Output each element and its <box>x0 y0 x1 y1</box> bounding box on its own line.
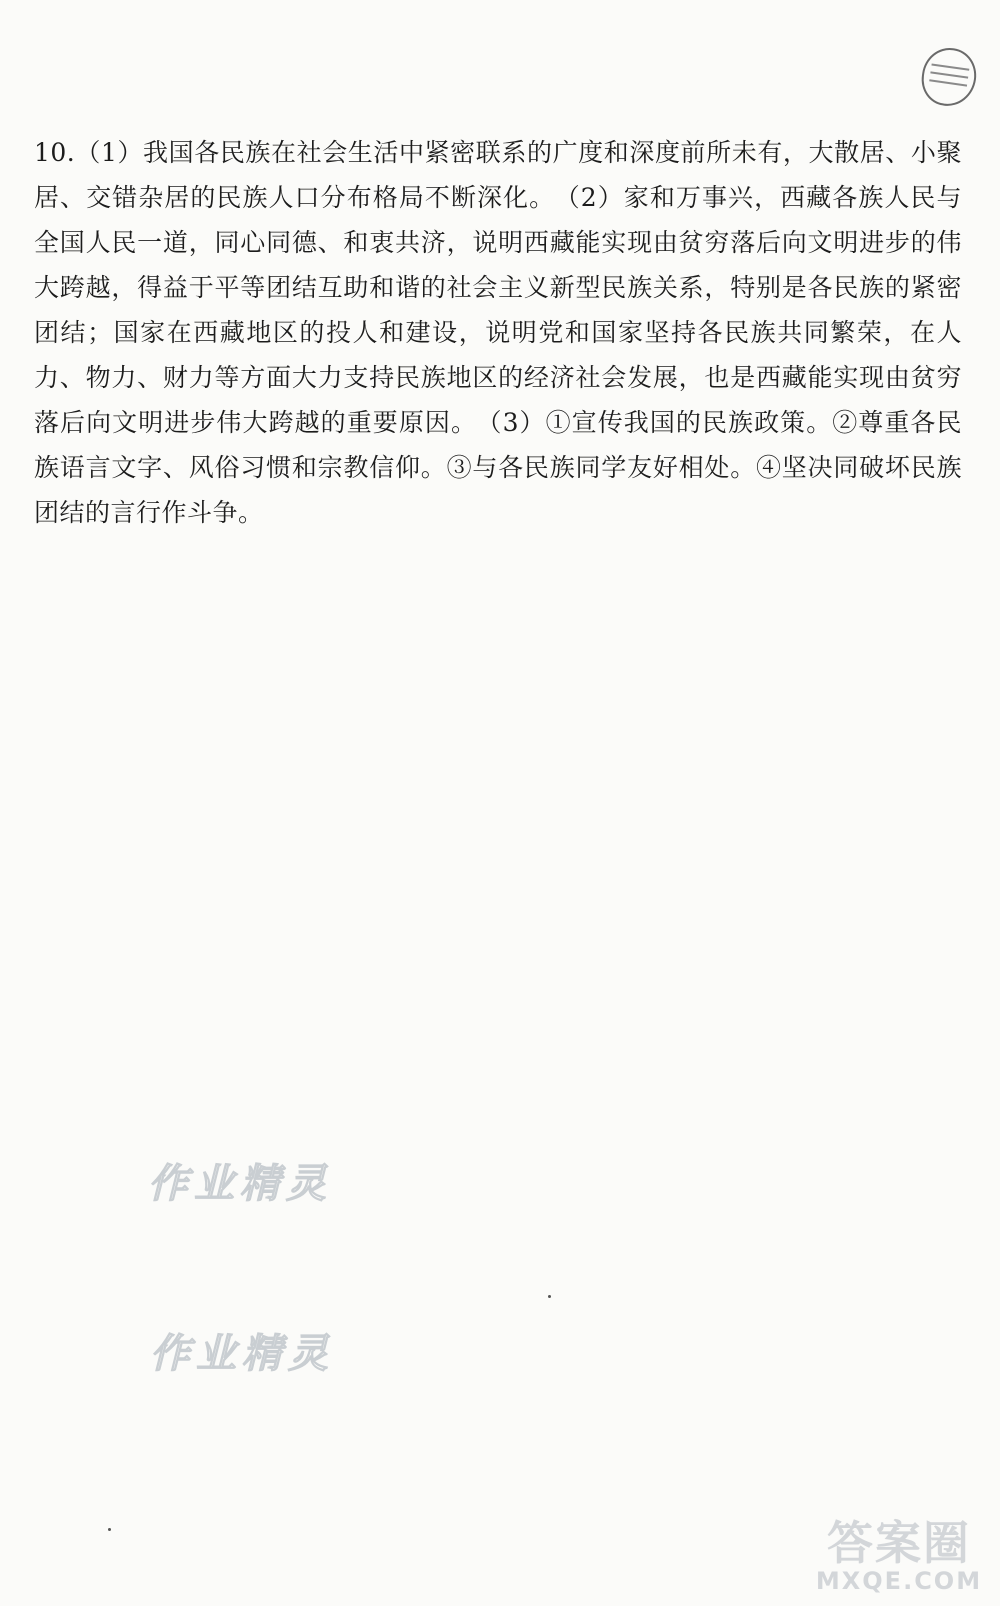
scan-speck <box>108 1528 111 1531</box>
corner-logo <box>804 1518 994 1598</box>
answer-part-3: （3）①宣传我国的民族政策。②尊重各民族语言文字、风俗习惯和宗教信仰。③与各民族同学友好相处。④坚决同破坏民族团结的言行作斗争。 <box>34 408 962 527</box>
answer-text <box>34 130 962 535</box>
stamp-seal-icon <box>918 45 980 110</box>
answer-part-1: 10.（1）我国各民族在社会生活中紧密联系的广度和深度前所未有，大散居、小聚居、交错杂居的民族人口分布格局不断深化。 <box>34 138 962 212</box>
watermark-text: 作业精灵 <box>150 1331 334 1377</box>
logo-main-text: 答案圈 <box>827 1516 971 1570</box>
answer-part-2: （2）家和万事兴，西藏各族人民与全国人民一道，同心同德、和衷共济，说明西藏能实现由贫穷落后向文明进步的伟大跨越，得益于平等团结互助和谐的社会主义新型民族关系，特别是各民族的紧密团结；国家在西藏地区的投人和建设，说明党和国家坚持各民族共同繁荣，在人力、物力、财力等方面大力支持民族地区的经济社会发展，也是西藏能实现由贫穷落后向文明进步伟大跨越的重要原因。 <box>34 183 962 437</box>
scan-speck <box>548 1295 551 1298</box>
logo-sub-text: MXQE.COM <box>815 1567 983 1595</box>
watermark-text: 作业精灵 <box>148 1161 332 1207</box>
